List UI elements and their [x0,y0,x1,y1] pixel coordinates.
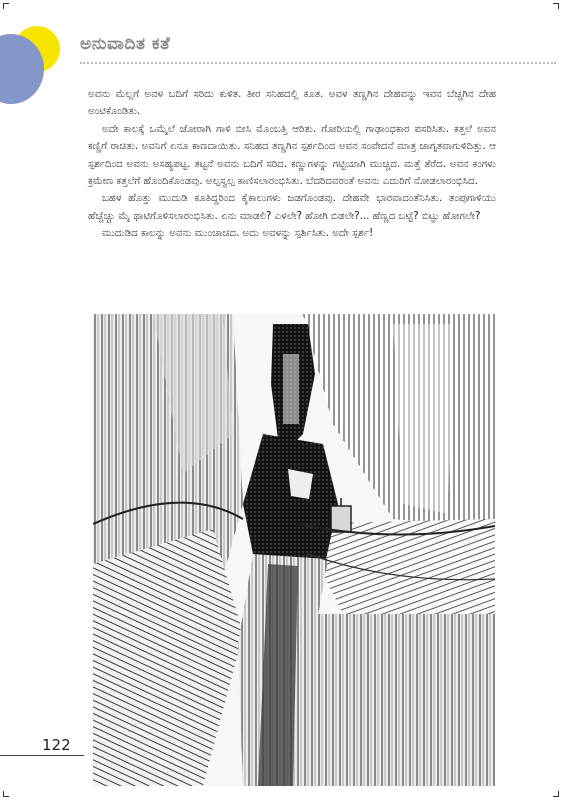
illustration-drawing [93,314,495,786]
paragraph: ಬಹಳ ಹೊತ್ತು ಮುದುಡಿ ಕೂತಿದ್ದರಿಂದ ಕೈಕಾಲುಗಳು ಜಡಗೊಂಡವು. ದೇಹವೇ ಭಾರವಾದಂತೆನಿಸಿತು. ತಂಪುಗಾಳಿಯು ಹೆಚ್ಚೆಚ್ಚು ಮೈ ಥಾಟಿಗೊಳಿಸಲಾರಂಭಿಸಿತು. ಏನು ಮಾಡಲಿ? ಎಳಲೇ? ಹೋಗಿ ಬಿಡಲೇ?... ಹೆಣ್ಣದ ಬಟ್ಟೆ? ಬಿಟ್ಟು ಹೋಗಲೇ? [88,193,496,222]
paragraph: ಮುದುಡಿದ ಕಾಲನ್ನು ಅವನು ಮುಂಚಾಚಿದ. ಅದು ಅವಳನ್ನು ಸ್ಪರ್ಶಿಸಿತು. ಅದೇ ಸ್ಪರ್ಶ! [102,228,374,240]
page-number-rule [0,755,84,756]
crop-mark [553,791,559,797]
crop-mark [3,791,9,797]
paragraph: ಅದೇ ಕಾಲಕ್ಕೆ ಒಮ್ಮೆಲೆ ಜೋರಾಗಿ ಗಾಳಿ ಬೀಸಿ ಮೊಂಬತ್ತಿ ಆರಿತು. ಗೋರಿಯಲ್ಲಿ ಗಾಢಾಂಧಕಾರ ಪಸರಿಸಿತು. ಕತ್ತಲೆ ಅವನ ಕಣ್ಣಿಗೆ ರಾಚಿತು. ಅವನಿಗೆ ಏನೂ ಕಾಣದಾಯಿತು. ಸನಿಹದ ತಣ್ಣಗಿನ ಸ್ಪರ್ಶದಿಂದ ಅವನ ಸಂವೇದನೆ ಮಾತ್ರ ಜಾಗೃತವಾಗುಳಿದಿತ್ತು. ಆ ಸ್ಪರ್ಶದಿಂದ ಅವನು ಅಸಹ್ಯಪಟ್ಟ. ತಟ್ಟನೆ ಅವನು ಬದಿಗೆ ಸರಿದ. ಕಣ್ಣುಗಳನ್ನು ಗಟ್ಟಿಯಾಗಿ ಮುಚ್ಚಿದ. ಮತ್ತೆ ತೆರೆದ. ಅವನ ಕಂಗಳು ಕ್ರಮೇಣ ಕತ್ತಲೆಗೆ ಹೊಂದಿಕೊಂಡವು. ಅಲ್ಪಸ್ವಲ್ಪ ಕಾಣಿಸಲಾರಂಭಿಸಿತು. ಬೆದರಿದವರಂತೆ ಅವನು ಎದುರಿಗೆ ನೋಡಲಾರಂಭಿಸಿದ. [88,123,496,188]
paragraph: ಅವನು ಮೆಲ್ಲಗೆ ಅವಳ ಬದಿಗೆ ಸರಿದು ಕುಳಿತ. ತೀರ ಸನಿಹದಲ್ಲಿ ಕೂತ. ಅವಳ ತಣ್ಣಗಿನ ದೇಹವನ್ನು ಇವನ ಬೆಚ್ಚಗಿನ ದೇಹ ಅಂಟಿಕೊಂಡಿತು. [88,89,496,118]
story-body [88,86,496,243]
crop-mark [553,3,559,9]
page-number: 122 [42,736,71,754]
header-dotted-rule [80,62,556,64]
story-illustration [93,314,495,786]
section-title: ಅನುವಾದಿತ ಕತೆ [80,34,171,54]
crop-mark [3,3,9,9]
